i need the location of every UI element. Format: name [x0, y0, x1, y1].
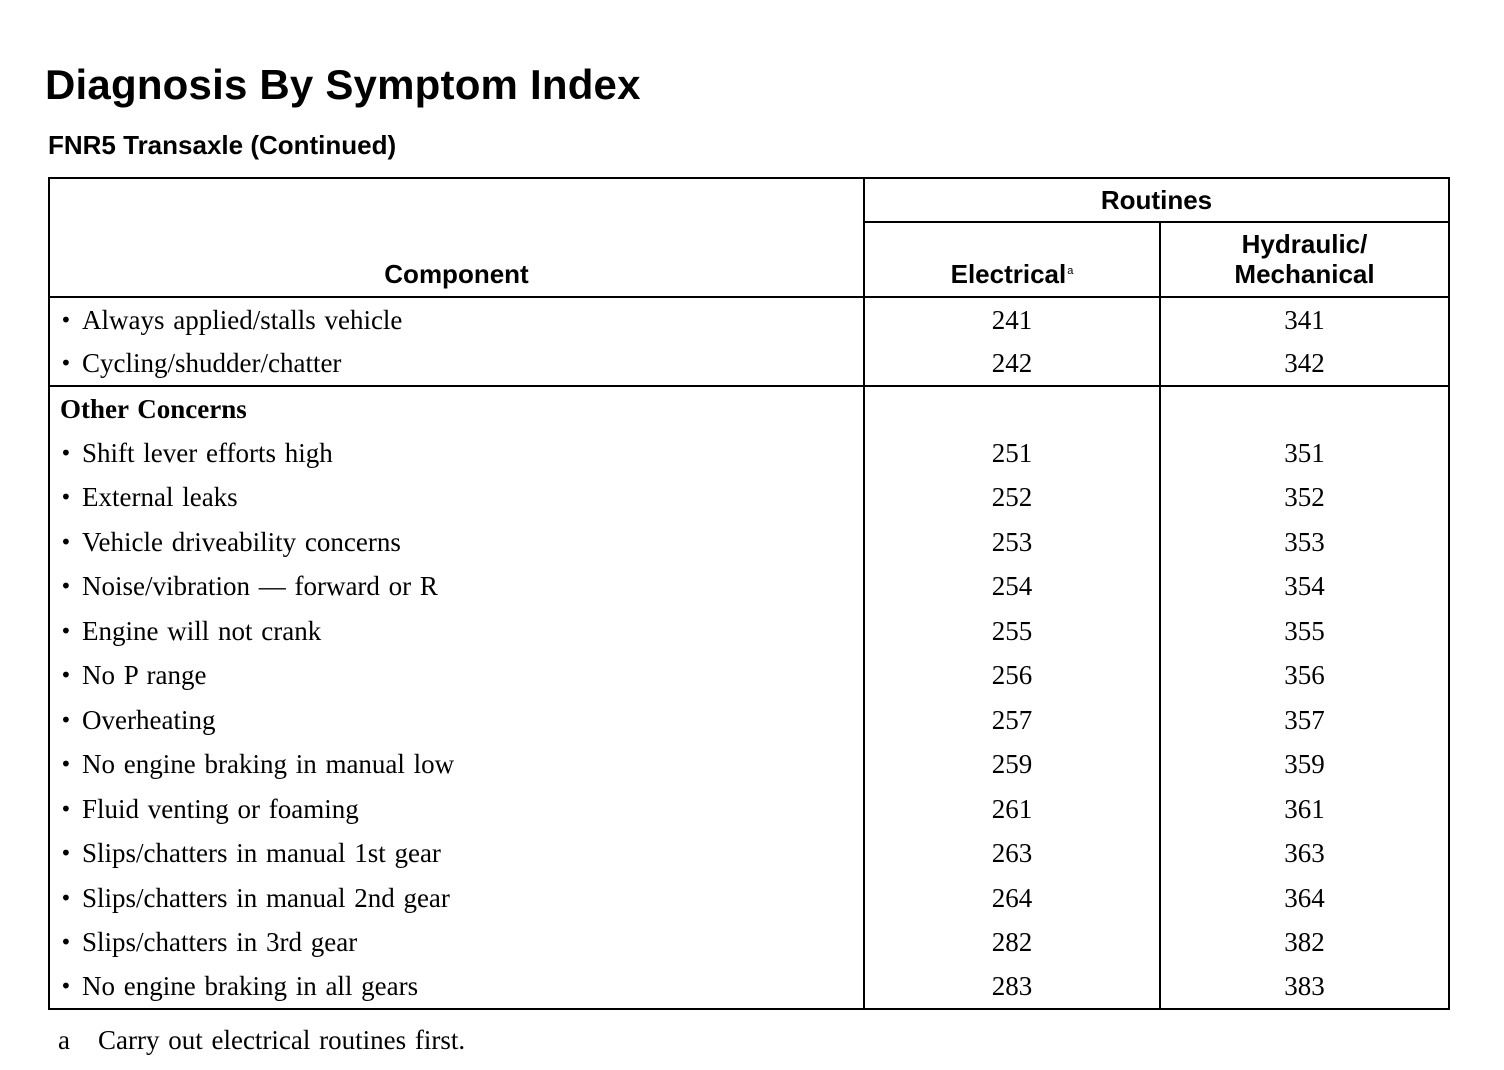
header-component: Component — [49, 178, 864, 297]
header-hydraulic-line2: Mechanical — [1234, 259, 1375, 289]
table-row — [49, 787, 1449, 832]
electrical-routine-cell: 251 — [864, 431, 1160, 476]
component-text: Always applied/stalls vehicle — [82, 304, 403, 335]
footnote-mark: a — [58, 1025, 70, 1055]
table-row — [49, 742, 1449, 787]
header-electrical-label: Electrical — [950, 259, 1067, 289]
electrical-routine-cell: 252 — [864, 475, 1160, 520]
electrical-routine-cell: 259 — [864, 742, 1160, 787]
bullet-icon: • — [60, 796, 72, 821]
hydraulic-routine-cell: 353 — [1160, 520, 1449, 565]
bullet-icon: • — [60, 752, 72, 777]
table-row — [49, 831, 1449, 876]
empty-cell — [864, 386, 1160, 431]
table-row — [49, 564, 1449, 609]
bullet-icon: • — [60, 663, 72, 688]
footnote-text: Carry out electrical routines first. — [98, 1025, 466, 1055]
component-text: Vehicle driveability concerns — [82, 526, 401, 557]
electrical-routine-cell: 253 — [864, 520, 1160, 565]
component-cell — [49, 876, 864, 921]
hydraulic-routine-cell: 354 — [1160, 564, 1449, 609]
component-text: Slips/chatters in 3rd gear — [82, 927, 358, 958]
table-row — [49, 920, 1449, 965]
electrical-routine-cell: 283 — [864, 965, 1160, 1010]
footnote — [58, 1024, 465, 1056]
empty-cell — [1160, 386, 1449, 431]
component-cell — [49, 609, 864, 654]
hydraulic-routine-cell: 351 — [1160, 431, 1449, 476]
component-text: Cycling/shudder/chatter — [82, 348, 342, 379]
component-cell — [49, 653, 864, 698]
component-text: Slips/chatters in manual 1st gear — [82, 838, 441, 869]
header-routines: Routines — [864, 178, 1449, 222]
table-row — [49, 965, 1449, 1010]
table-row — [49, 653, 1449, 698]
component-text: Noise/vibration — forward or R — [82, 571, 438, 602]
electrical-routine-cell: 264 — [864, 876, 1160, 921]
table-row — [49, 609, 1449, 654]
bullet-icon: • — [60, 351, 72, 376]
hydraulic-routine-cell: 383 — [1160, 965, 1449, 1010]
hydraulic-routine-cell: 363 — [1160, 831, 1449, 876]
component-text: Shift lever efforts high — [82, 437, 333, 468]
header-hydraulic-mechanical — [1160, 222, 1449, 297]
component-cell — [49, 698, 864, 743]
component-cell — [49, 342, 864, 387]
table-row — [49, 876, 1449, 921]
section-label: Other Concerns — [49, 386, 864, 431]
page-subtitle: FNR5 Transaxle (Continued) — [48, 130, 397, 160]
electrical-routine-cell: 263 — [864, 831, 1160, 876]
hydraulic-routine-cell: 341 — [1160, 297, 1449, 342]
table-row — [49, 520, 1449, 565]
table-header — [49, 178, 1449, 297]
bullet-icon: • — [60, 440, 72, 465]
page-title: Diagnosis By Symptom Index — [45, 61, 641, 108]
bullet-icon: • — [60, 529, 72, 554]
component-cell — [49, 431, 864, 476]
table-row — [49, 342, 1449, 387]
component-cell — [49, 965, 864, 1010]
component-text: Overheating — [82, 704, 216, 735]
hydraulic-routine-cell: 364 — [1160, 876, 1449, 921]
header-electrical — [864, 222, 1160, 297]
component-text: External leaks — [82, 482, 238, 513]
hydraulic-routine-cell: 355 — [1160, 609, 1449, 654]
component-cell — [49, 787, 864, 832]
table-row — [49, 698, 1449, 743]
component-cell — [49, 920, 864, 965]
component-cell — [49, 564, 864, 609]
table-row — [49, 297, 1449, 342]
component-cell — [49, 520, 864, 565]
component-text: Engine will not crank — [82, 615, 322, 646]
bullet-icon: • — [60, 974, 72, 999]
electrical-routine-cell: 256 — [864, 653, 1160, 698]
bullet-icon: • — [60, 707, 72, 732]
hydraulic-routine-cell: 359 — [1160, 742, 1449, 787]
electrical-routine-cell: 242 — [864, 342, 1160, 387]
component-text: Fluid venting or foaming — [82, 793, 359, 824]
component-cell — [49, 475, 864, 520]
component-text: Slips/chatters in manual 2nd gear — [82, 882, 450, 913]
bullet-icon: • — [60, 618, 72, 643]
table-row — [49, 475, 1449, 520]
component-text: No engine braking in all gears — [82, 971, 419, 1002]
table-row — [49, 431, 1449, 476]
electrical-routine-cell: 255 — [864, 609, 1160, 654]
component-text: No engine braking in manual low — [82, 749, 455, 780]
table-body — [49, 297, 1449, 1009]
electrical-routine-cell: 257 — [864, 698, 1160, 743]
hydraulic-routine-cell: 352 — [1160, 475, 1449, 520]
electrical-routine-cell: 241 — [864, 297, 1160, 342]
bullet-icon: • — [60, 574, 72, 599]
symptom-index-table — [48, 177, 1450, 1010]
hydraulic-routine-cell: 361 — [1160, 787, 1449, 832]
hydraulic-routine-cell: 357 — [1160, 698, 1449, 743]
bullet-icon: • — [60, 885, 72, 910]
component-text: No P range — [82, 660, 207, 691]
header-hydraulic-line1: Hydraulic/ — [1241, 229, 1368, 259]
footnote-reference-mark: a — [1067, 265, 1074, 277]
hydraulic-routine-cell: 342 — [1160, 342, 1449, 387]
component-cell — [49, 831, 864, 876]
electrical-routine-cell: 261 — [864, 787, 1160, 832]
bullet-icon: • — [60, 307, 72, 332]
bullet-icon: • — [60, 841, 72, 866]
bullet-icon: • — [60, 930, 72, 955]
hydraulic-routine-cell: 382 — [1160, 920, 1449, 965]
component-cell — [49, 742, 864, 787]
electrical-routine-cell: 282 — [864, 920, 1160, 965]
component-cell — [49, 297, 864, 342]
bullet-icon: • — [60, 485, 72, 510]
hydraulic-routine-cell: 356 — [1160, 653, 1449, 698]
electrical-routine-cell: 254 — [864, 564, 1160, 609]
section-label-row — [49, 386, 1449, 431]
